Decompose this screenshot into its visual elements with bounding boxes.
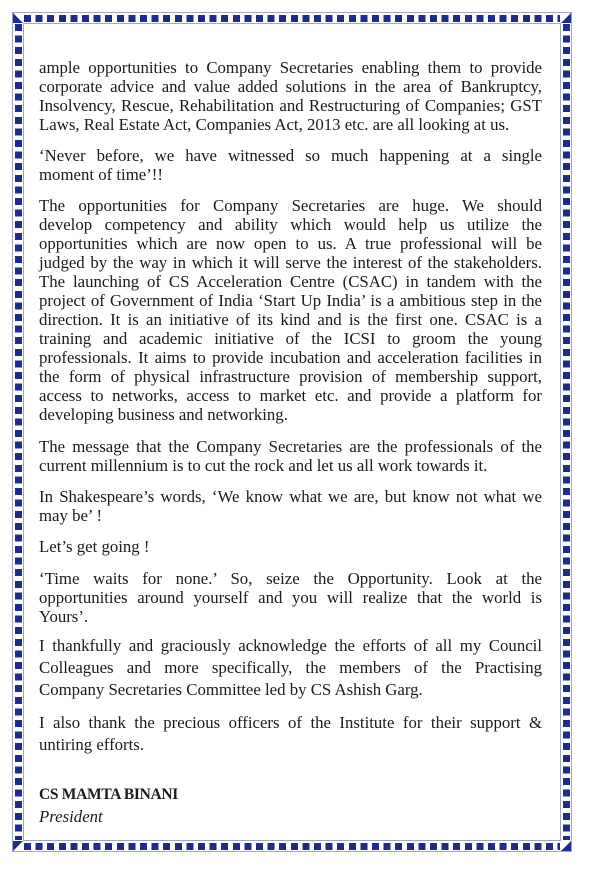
letter-body [39,58,542,828]
border-band-bottom [24,843,560,850]
text-line: Colleagues and more specifically, the members of the Practising [39,657,542,677]
text-line: ‘Never before, we have witnessed so much happening at a single [39,145,542,165]
text-line: corporate advice and value added solutions in the area of Bankruptcy, [39,76,542,96]
signatory-title: President [39,806,103,826]
paragraph-lets-get-going [39,537,542,556]
border-band-left [15,24,22,840]
text-line: untiring efforts. [39,734,145,754]
border-band-right [563,24,570,840]
text-line: current millennium is to cut the rock and let us all work towards it. [39,455,488,475]
paragraph-csac [39,196,542,424]
text-line: In Shakespeare’s words, ‘We know what we are, but know not what we [39,487,542,507]
paragraph-never-before [39,146,542,184]
signatory-name: CS MAMTA BINANI [39,785,179,803]
text-line: I also thank the precious officers of the Institute for their support & [39,712,542,732]
border-band-top [24,15,560,22]
text-line: judged by the way in which it will serve the interest of the stakeholders. [39,253,542,273]
text-line: The launching of CS Acceleration Centre (CSAC) in tandem with the [39,272,542,292]
text-line: project of Government of India ‘Start Up India’ is a ambitious step in the [39,291,542,311]
text-line: access to networks, access to market etc. and provide a platform for [39,386,542,406]
text-line: I thankfully and graciously acknowledge the efforts of all my Council [39,635,542,655]
text-line: opportunities which are now open to us. A true professional will be [39,234,542,254]
text-line: opportunities around yourself and you will realize that the world is [39,587,542,607]
text-line: Company Secretaries Committee led by CS Ashish Garg. [39,679,423,699]
paragraph-shakespeare [39,487,542,525]
text-line: training and academic initiative of the ICSI to groom the young [39,329,542,349]
text-line: developing business and networking. [39,405,288,425]
text-line: develop competency and ability which would help us utilize the [39,215,542,235]
paragraph-message [39,437,542,475]
text-line: ample opportunities to Company Secretaries enabling them to provide [39,57,542,77]
text-line: The opportunities for Company Secretaries are huge. We should [39,196,542,216]
text-line: Laws, Real Estate Act, Companies Act, 2013 etc. are all looking at us. [39,114,510,134]
text-line: Insolvency, Rescue, Rehabilitation and Restructuring of Companies; GST [39,95,542,115]
signature-block [39,783,542,828]
paragraph-thanks-officers [39,712,542,756]
text-line: moment of time’!! [39,164,163,184]
text-line: may be’ ! [39,506,103,526]
text-line: The message that the Company Secretaries are the professionals of the [39,436,542,456]
paragraph-time-waits [39,569,542,626]
text-line: Let’s get going ! [39,537,150,557]
text-line: ‘Time waits for none.’ So, seize the Opportunity. Look at the [39,568,542,588]
text-line: the form of physical infrastructure provision of membership support, [39,367,542,387]
text-line: Yours’. [39,606,89,626]
text-line: professionals. It aims to provide incubation and acceleration facilities in [39,348,542,368]
text-line: direction. It is an initiative of its kind and is the first one. CSAC is a [39,310,542,330]
paragraph-opportunities-intro [39,58,542,134]
paragraph-acknowledgement [39,635,542,701]
